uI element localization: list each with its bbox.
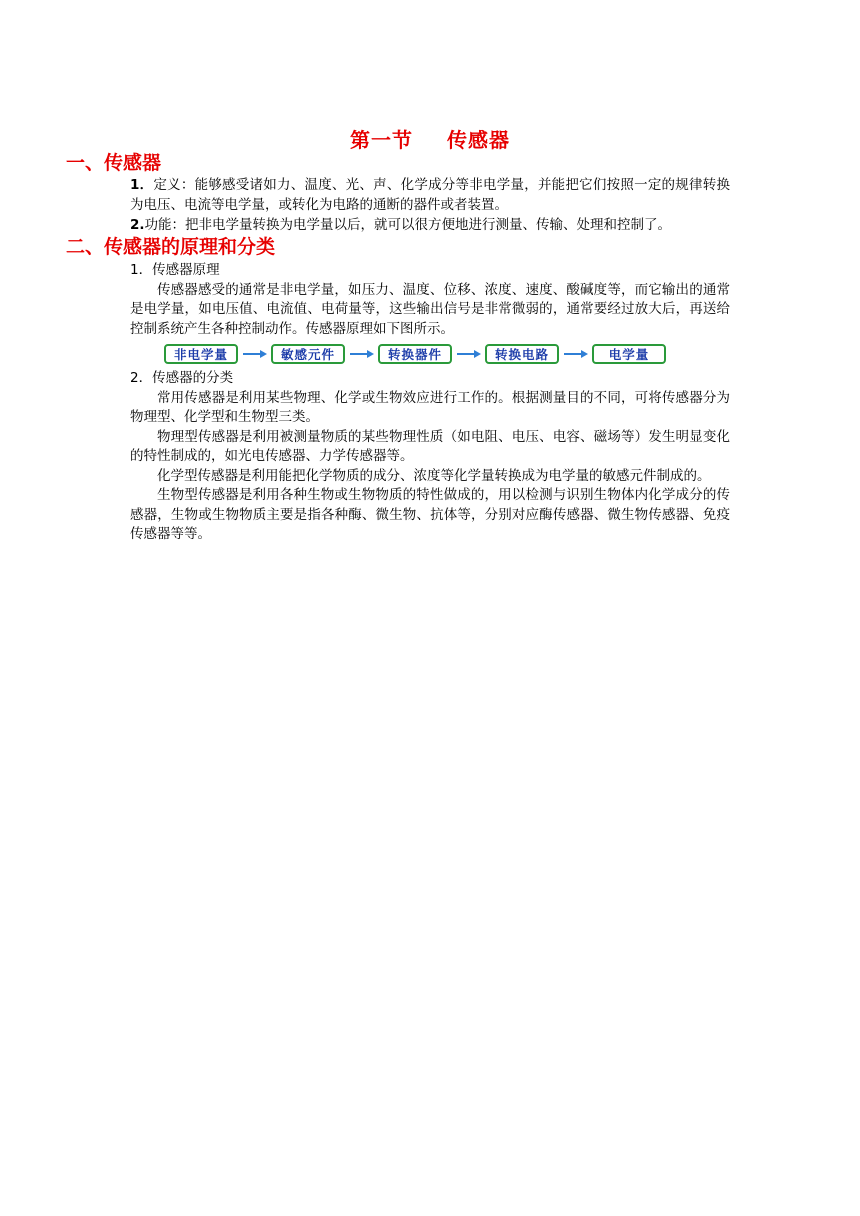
flow-box-electrical: 电学量 xyxy=(592,344,666,364)
title-part2: 传感器 xyxy=(447,128,510,152)
arrow-icon xyxy=(238,348,271,360)
arrow-icon xyxy=(452,348,485,360)
item2-text: 功能：把非电学量转换为电学量以后，就可以很方便地进行测量、传输、处理和控制了。 xyxy=(144,217,672,233)
flow-box-sensitive-element: 敏感元件 xyxy=(271,344,345,364)
sub2-title: 2．传感器的分类 xyxy=(130,370,234,386)
function-item xyxy=(130,216,730,236)
item1-number: 1． xyxy=(130,177,154,193)
chemical-sensor-paragraph: 化学型传感器是利用能把化学物质的成分、浓度等化学量转换成为电学量的敏感元件制成的。 xyxy=(157,467,711,484)
sub1-title: 1．传感器原理 xyxy=(130,262,220,278)
section2-heading: 二、传感器的原理和分类 xyxy=(66,236,276,258)
principle-paragraph: 传感器感受的通常是非电学量，如压力、温度、位移、浓度、速度、酸碱度等，而它输出的通常是电学量，如电压值、电流值、电荷量等，这些输出信号是非常微弱的，通常要经过放大后，再送给控制系统产生各种控制动作。传感器原理如下图所示。 xyxy=(130,281,730,337)
physical-sensor-paragraph: 物理型传感器是利用被测量物质的某些物理性质（如电阻、电压、电容、磁场等）发生明显变化的特性制成的，如光电传感器、力学传感器等。 xyxy=(130,428,730,464)
item1-text: 定义：能够感受诸如力、温度、光、声、化学成分等非电学量，并能把它们按照一定的规律转换为电压、电流等电学量，或转化为电路的通断的器件或者装置。 xyxy=(130,177,730,213)
section1-body xyxy=(130,176,730,236)
biological-sensor-paragraph: 生物型传感器是利用各种生物或生物物质的特性做成的，用以检测与识别生物体内化学成分的传感器，生物或生物物质主要是指各种酶、微生物、抗体等，分别对应酶传感器、微生物传感器、免疫传感器等等。 xyxy=(130,487,730,542)
section1-heading: 一、传感器 xyxy=(66,152,162,174)
page-title xyxy=(0,124,860,153)
flow-box-nonelectrical: 非电学量 xyxy=(164,344,238,364)
principle-flow-diagram xyxy=(164,342,666,366)
classification-paragraph: 常用传感器是利用某些物理、化学或生物效应进行工作的。根据测量目的不同，可将传感器分为物理型、化学型和生物型三类。 xyxy=(130,389,730,425)
arrow-icon xyxy=(559,348,592,360)
flow-box-conversion-circuit: 转换电路 xyxy=(485,344,559,364)
section2-classification xyxy=(130,369,730,545)
flow-box-conversion-device: 转换器件 xyxy=(378,344,452,364)
definition-item xyxy=(130,176,730,215)
arrow-icon xyxy=(345,348,378,360)
section2-principle xyxy=(130,261,730,339)
item2-number: 2. xyxy=(130,217,145,233)
title-part1: 第一节 xyxy=(350,128,413,152)
